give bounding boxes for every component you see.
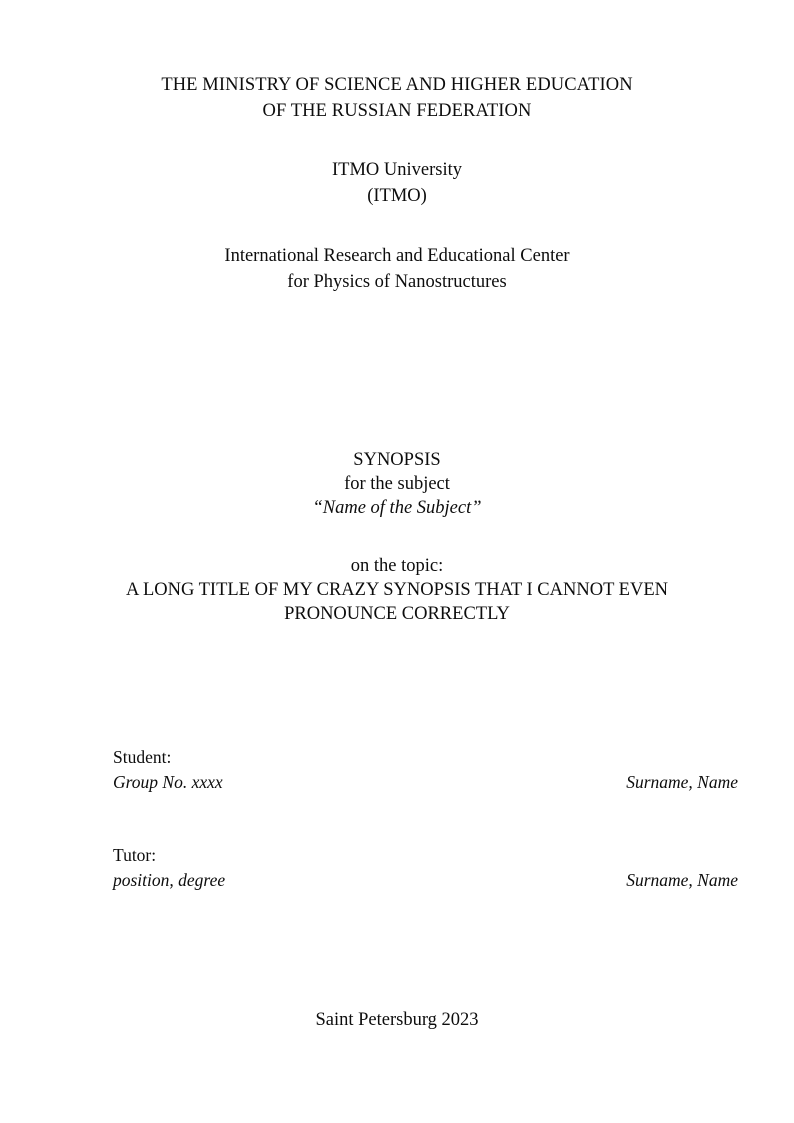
- center-line-1: International Research and Educational Center: [224, 246, 570, 266]
- tutor-row: [113, 868, 738, 892]
- institution-header: [0, 0, 794, 295]
- student-name: Surname, Name: [626, 772, 738, 792]
- place-and-year: Saint Petersburg 2023: [315, 1010, 479, 1030]
- student-group-number: Group No. xxxx: [113, 772, 223, 792]
- for-the-subject-label: for the subject: [344, 474, 450, 494]
- university-line-2: (ITMO): [367, 186, 427, 206]
- student-label: Student:: [113, 747, 172, 767]
- center-line-2: for Physics of Nanostructures: [287, 272, 507, 292]
- topic-title-line-2: PRONOUNCE CORRECTLY: [284, 604, 510, 624]
- ministry-line-1: THE MINISTRY OF SCIENCE AND HIGHER EDUCATION: [161, 75, 633, 95]
- on-the-topic-label: on the topic:: [350, 556, 444, 576]
- subject-name: “Name of the Subject”: [312, 498, 482, 518]
- work-type: SYNOPSIS: [353, 450, 441, 470]
- people-block: [113, 745, 738, 892]
- topic-block: [0, 554, 794, 626]
- work-type-block: [0, 448, 794, 520]
- ministry-name: [0, 72, 794, 124]
- student-row: [113, 770, 738, 794]
- page-footer: [0, 1008, 794, 1032]
- research-center-name: [0, 243, 794, 295]
- university-line-1: ITMO University: [332, 160, 462, 180]
- tutor-position: position, degree: [113, 870, 226, 890]
- ministry-line-2: OF THE RUSSIAN FEDERATION: [262, 101, 532, 121]
- tutor-name: Surname, Name: [626, 870, 738, 890]
- tutor-label: Tutor:: [113, 845, 157, 865]
- tutor-group: [113, 843, 738, 892]
- university-name: [0, 157, 794, 209]
- student-group: [113, 745, 738, 794]
- topic-title-line-1: A LONG TITLE OF MY CRAZY SYNOPSIS THAT I CANNOT EVEN: [125, 580, 668, 600]
